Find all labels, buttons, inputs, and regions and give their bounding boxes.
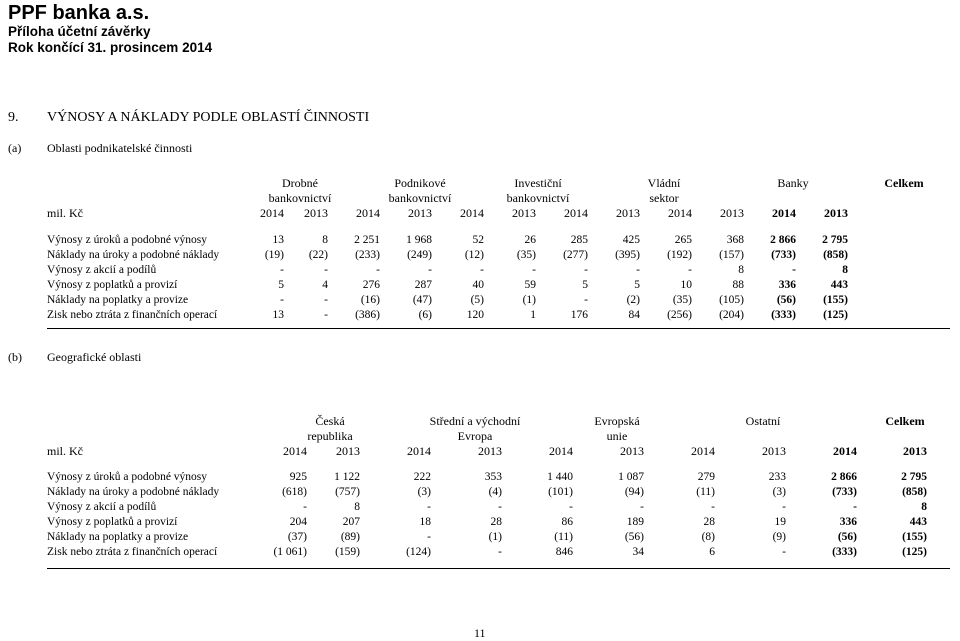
table-cell: (1) <box>522 294 536 306</box>
table-cell: (3) <box>417 486 431 498</box>
table-cell: 59 <box>524 279 536 291</box>
row-label: Výnosy z poplatků a provizí <box>47 516 178 528</box>
table-cell: 19 <box>774 516 786 528</box>
row-label: Náklady na úroky a podobné náklady <box>47 249 220 261</box>
table-cell: 10 <box>680 279 692 291</box>
table-cell: - <box>324 309 328 321</box>
table-row <box>47 485 927 500</box>
table-row <box>47 308 848 323</box>
table-cell: (94) <box>624 486 644 498</box>
table-cell: - <box>688 264 692 276</box>
table-cell: - <box>636 264 640 276</box>
table-cell: 2 866 <box>770 234 796 246</box>
table-cell: 1 <box>530 309 536 321</box>
section-number: 9. <box>8 110 19 125</box>
table-cell: (192) <box>667 249 692 261</box>
year-label: 2014 <box>283 444 307 458</box>
table-row <box>47 263 848 278</box>
table-cell: - <box>569 501 573 513</box>
table-cell: 285 <box>570 234 588 246</box>
table-cell: 13 <box>272 309 284 321</box>
year-label: 2013 <box>304 206 328 220</box>
year-label: 2014 <box>460 206 484 220</box>
table-cell: - <box>280 294 284 306</box>
row-label: Zisk nebo ztráta z finančních operací <box>47 546 218 558</box>
table-cell: (101) <box>548 486 573 498</box>
table-cell: 443 <box>830 279 848 291</box>
table-cell: (47) <box>412 294 432 306</box>
table-cell: (277) <box>563 249 588 261</box>
subsection-b-title: Geografické oblasti <box>47 350 142 364</box>
table-cell: (1 061) <box>273 546 307 558</box>
table-cell: 204 <box>289 516 307 528</box>
table-cell: 5 <box>634 279 640 291</box>
table-cell: (204) <box>719 309 744 321</box>
document-subtitle: Příloha účetní závěrky <box>8 24 151 39</box>
table-cell: 26 <box>524 234 536 246</box>
table-cell: (4) <box>488 486 502 498</box>
table-a <box>47 233 848 323</box>
table-cell: - <box>498 501 502 513</box>
table-cell: 34 <box>632 546 644 558</box>
table-cell: (56) <box>624 531 644 543</box>
table-cell: (37) <box>287 531 307 543</box>
table-cell: (5) <box>470 294 484 306</box>
table-cell: - <box>584 294 588 306</box>
column-group-heading: Banky <box>777 176 809 190</box>
table-cell: (757) <box>335 486 360 498</box>
table-cell: 5 <box>582 279 588 291</box>
table-cell: - <box>792 264 796 276</box>
table-cell: (35) <box>672 294 692 306</box>
year-label: 2013 <box>762 444 786 458</box>
table-cell: (159) <box>335 546 360 558</box>
table-cell: 28 <box>490 516 502 528</box>
subsection-a-title: Oblasti podnikatelské činnosti <box>47 141 193 155</box>
table-cell: 265 <box>674 234 692 246</box>
year-label: 2014 <box>407 444 431 458</box>
row-label: Náklady na poplatky a provize <box>47 531 189 543</box>
company-name: PPF banka a.s. <box>8 2 150 24</box>
table-cell: 846 <box>555 546 573 558</box>
column-group-subheading: bankovnictví <box>506 191 570 205</box>
table-cell: 368 <box>726 234 744 246</box>
table-cell: - <box>640 501 644 513</box>
table-cell: 52 <box>472 234 484 246</box>
table-cell: - <box>853 501 857 513</box>
table-row <box>47 515 927 530</box>
table-cell: 287 <box>414 279 432 291</box>
table-cell: 353 <box>484 471 502 483</box>
table-cell: 336 <box>839 516 857 528</box>
table-cell: (733) <box>832 486 857 498</box>
column-group-subheading: bankovnictví <box>388 191 452 205</box>
period-subtitle: Rok končící 31. prosincem 2014 <box>8 40 213 55</box>
table-cell: (11) <box>554 531 573 543</box>
table-cell: 6 <box>709 546 715 558</box>
table-cell: 84 <box>628 309 640 321</box>
table-cell: (124) <box>406 546 431 558</box>
table-cell: 1 087 <box>618 471 644 483</box>
table-row <box>47 500 927 515</box>
subsection-a-marker: (a) <box>8 141 22 155</box>
column-group-subheading: republika <box>307 429 353 443</box>
table-row <box>47 248 848 263</box>
year-label: 2013 <box>903 444 927 458</box>
table-cell: - <box>427 531 431 543</box>
table-b-bottom-rule <box>47 568 950 569</box>
table-cell: - <box>480 264 484 276</box>
section-title: VÝNOSY A NÁKLADY PODLE OBLASTÍ ČINNOSTI <box>47 110 370 125</box>
table-cell: - <box>324 294 328 306</box>
year-label: 2013 <box>512 206 536 220</box>
table-cell: 1 968 <box>406 234 432 246</box>
table-cell: 925 <box>289 471 307 483</box>
year-label: 2014 <box>356 206 380 220</box>
column-group-subheading: unie <box>606 429 628 443</box>
table-row <box>47 530 927 545</box>
table-cell: - <box>711 501 715 513</box>
table-cell: 8 <box>738 264 744 276</box>
table-cell: (733) <box>771 249 796 261</box>
table-cell: 443 <box>909 516 927 528</box>
table-row <box>47 470 927 485</box>
table-cell: (35) <box>516 249 536 261</box>
row-label: Náklady na úroky a podobné náklady <box>47 486 220 498</box>
table-cell: (333) <box>771 309 796 321</box>
table-b <box>47 470 927 560</box>
year-label: 2014 <box>691 444 715 458</box>
table-cell: (155) <box>902 531 927 543</box>
table-cell: 18 <box>419 516 431 528</box>
table-cell: - <box>376 264 380 276</box>
year-label: 2014 <box>260 206 284 220</box>
table-cell: - <box>303 501 307 513</box>
year-label: 2014 <box>668 206 692 220</box>
table-cell: 40 <box>472 279 484 291</box>
column-group-heading: Celkem <box>885 414 925 428</box>
table-cell: - <box>532 264 536 276</box>
table-cell: (249) <box>407 249 432 261</box>
row-label: Výnosy z úroků a podobné výnosy <box>47 471 208 483</box>
table-cell: (56) <box>837 531 857 543</box>
column-group-heading: Investiční <box>514 176 562 190</box>
table-cell: 336 <box>778 279 796 291</box>
table-cell: 1 122 <box>334 471 360 483</box>
table-cell: (858) <box>902 486 927 498</box>
table-cell: (16) <box>360 294 380 306</box>
table-cell: 120 <box>466 309 484 321</box>
table-a-bottom-rule <box>47 328 950 329</box>
year-label: 2013 <box>824 206 848 220</box>
year-label: 2014 <box>772 206 796 220</box>
table-cell: (8) <box>701 531 715 543</box>
table-cell: (256) <box>667 309 692 321</box>
table-cell: - <box>324 264 328 276</box>
column-group-heading: Ostatní <box>745 414 781 428</box>
table-cell: - <box>498 546 502 558</box>
table-cell: (11) <box>696 486 715 498</box>
row-label: Výnosy z úroků a podobné výnosy <box>47 234 208 246</box>
table-cell: 2 866 <box>831 471 857 483</box>
unit-label: mil. Kč <box>47 206 83 220</box>
year-label: 2013 <box>720 206 744 220</box>
year-label: 2013 <box>478 444 502 458</box>
column-group-heading: Vládní <box>647 176 681 190</box>
table-cell: - <box>428 264 432 276</box>
year-label: 2014 <box>564 206 588 220</box>
table-cell: 189 <box>626 516 644 528</box>
table-row <box>47 233 848 248</box>
column-group-heading: Střední a východní <box>429 414 521 428</box>
table-cell: 4 <box>322 279 328 291</box>
table-row <box>47 278 848 293</box>
table-cell: (12) <box>464 249 484 261</box>
table-cell: (19) <box>264 249 284 261</box>
table-cell: 2 251 <box>354 234 380 246</box>
table-cell: (89) <box>340 531 360 543</box>
table-cell: (125) <box>902 546 927 558</box>
column-group-subheading: bankovnictví <box>268 191 332 205</box>
table-cell: 13 <box>272 234 284 246</box>
row-label: Výnosy z poplatků a provizí <box>47 279 178 291</box>
table-cell: 222 <box>413 471 431 483</box>
table-cell: (157) <box>719 249 744 261</box>
table-cell: (9) <box>772 531 786 543</box>
year-label: 2013 <box>620 444 644 458</box>
table-cell: 279 <box>697 471 715 483</box>
table-cell: (125) <box>823 309 848 321</box>
table-cell: - <box>782 546 786 558</box>
page-number: 11 <box>474 626 486 640</box>
table-cell: 207 <box>342 516 360 528</box>
year-label: 2013 <box>336 444 360 458</box>
subsection-b-marker: (b) <box>8 350 22 364</box>
table-cell: 5 <box>278 279 284 291</box>
column-group-heading: Drobné <box>282 176 318 190</box>
table-cell: 28 <box>703 516 715 528</box>
table-cell: 176 <box>570 309 588 321</box>
table-cell: (618) <box>282 486 307 498</box>
unit-label: mil. Kč <box>47 444 83 458</box>
table-cell: - <box>280 264 284 276</box>
table-cell: - <box>584 264 588 276</box>
column-group-subheading: sektor <box>649 191 679 205</box>
table-cell: 2 795 <box>822 234 848 246</box>
row-label: Náklady na poplatky a provize <box>47 294 189 306</box>
column-group-heading: Evropská <box>594 414 640 428</box>
table-cell: 276 <box>362 279 380 291</box>
table-cell: (233) <box>355 249 380 261</box>
row-label: Výnosy z akcií a podílů <box>47 264 157 276</box>
year-label: 2013 <box>408 206 432 220</box>
table-cell: (386) <box>355 309 380 321</box>
table-cell: (105) <box>719 294 744 306</box>
table-cell: 8 <box>354 501 360 513</box>
table-cell: - <box>427 501 431 513</box>
table-cell: - <box>782 501 786 513</box>
year-label: 2014 <box>549 444 573 458</box>
table-cell: 2 795 <box>901 471 927 483</box>
table-cell: (858) <box>823 249 848 261</box>
table-cell: 86 <box>561 516 573 528</box>
table-row <box>47 545 927 560</box>
table-cell: (333) <box>832 546 857 558</box>
row-label: Výnosy z akcií a podílů <box>47 501 157 513</box>
table-cell: (155) <box>823 294 848 306</box>
year-label: 2014 <box>833 444 857 458</box>
table-cell: 233 <box>768 471 786 483</box>
table-cell: (6) <box>418 309 432 321</box>
column-group-heading: Podnikové <box>394 176 446 190</box>
table-cell: (56) <box>776 294 796 306</box>
table-cell: (1) <box>488 531 502 543</box>
column-group-heading: Česká <box>315 414 345 428</box>
table-cell: (2) <box>626 294 640 306</box>
row-label: Zisk nebo ztráta z finančních operací <box>47 309 218 321</box>
table-cell: 88 <box>732 279 744 291</box>
table-cell: (3) <box>772 486 786 498</box>
column-group-subheading: Evropa <box>457 429 493 443</box>
table-cell: 8 <box>842 264 848 276</box>
table-row <box>47 293 848 308</box>
table-cell: (395) <box>615 249 640 261</box>
year-label: 2013 <box>616 206 640 220</box>
table-cell: 8 <box>322 234 328 246</box>
table-cell: 8 <box>921 501 927 513</box>
column-group-heading: Celkem <box>884 176 924 190</box>
table-cell: (22) <box>308 249 328 261</box>
table-cell: 425 <box>622 234 640 246</box>
table-cell: 1 440 <box>547 471 573 483</box>
